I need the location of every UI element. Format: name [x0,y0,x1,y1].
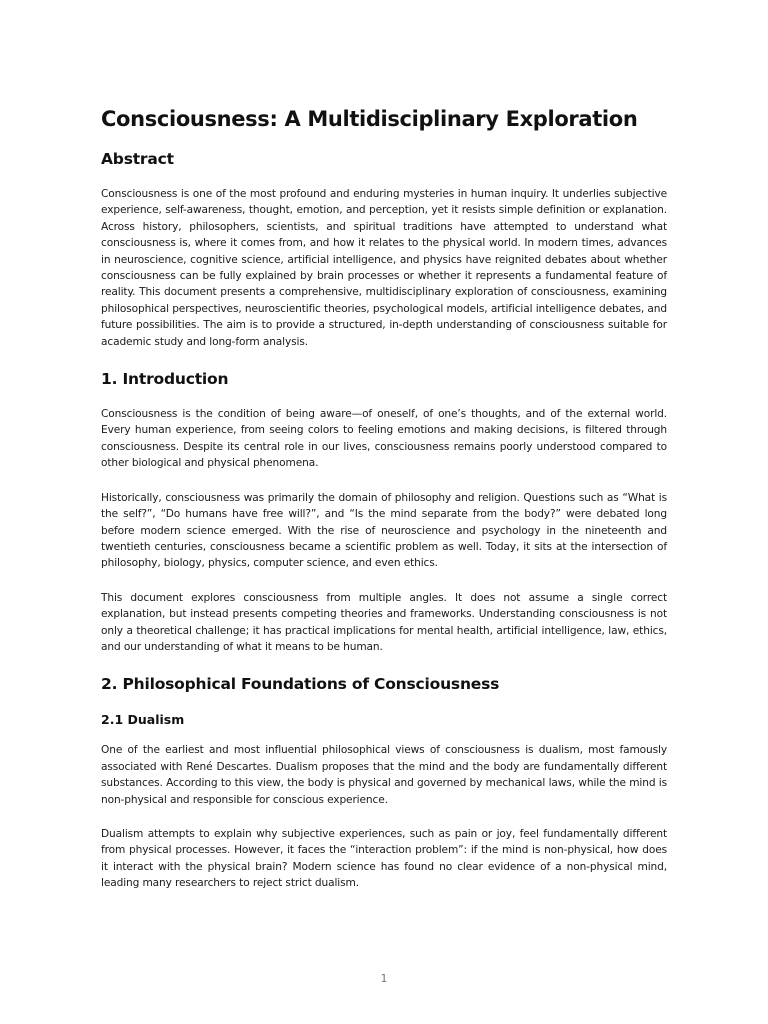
document-title: Consciousness: A Multidisciplinary Exploration [101,107,638,131]
dualism-paragraph: One of the earliest and most influential philosophical views of consciousness is dualism, most famously associated with René Descartes. Dualism proposes that the mind and the body are fundamentally different substances. According to this view, the body is physical and governed by mechanical laws, while the mind is non-physical and responsible for conscious experience. [101,744,667,806]
abstract-heading: Abstract [101,150,174,168]
dualism-heading: 2.1 Dualism [101,712,185,728]
philosophical-heading: 2. Philosophical Foundations of Consciousness [101,675,500,694]
introduction-paragraph: This document explores consciousness from multiple angles. It does not assume a single correct explanation, but instead presents competing theories and frameworks. Understanding consciousness is not only a theoretical challenge; it has practical implications for mental health, artificial intelligence, law, ethics, and our understanding of what it means to be human. [101,591,667,653]
page-number: 1 [380,972,388,985]
introduction-paragraph: Consciousness is the condition of being aware—of oneself, of one’s thoughts, and of the external world. Every human experience, from seeing colors to feeling emotions and making decisions, is filtered through consciousness. Despite its central role in our lives, consciousness remains poorly understood compared to other biological and physical phenomena. [101,408,667,470]
introduction-heading: 1. Introduction [101,370,229,389]
document-page [101,104,667,910]
dualism-paragraph: Dualism attempts to explain why subjective experiences, such as pain or joy, feel fundamentally different from physical processes. However, it faces the “interaction problem”: if the mind is non-physical, how does it interact with the physical brain? Modern science has found no clear evidence of a non-physical mind, leading many researchers to reject strict dualism. [101,827,667,890]
abstract-text: Consciousness is one of the most profound and enduring mysteries in human inquiry. It underlies subjective experience, self-awareness, thought, emotion, and perception, yet it resists simple definition or explanation. Across history, philosophers, scientists, and spiritual traditions have attempted to understand what consciousness is, where it comes from, and how it relates to the physical world. In modern times, advances in neuroscience, cognitive science, artificial intelligence, and physics have reignited debates about whether consciousness can be fully explained by brain processes or whether it represents a fundamental feature of reality. This document presents a comprehensive, multidisciplinary exploration of consciousness, examining philosophical perspectives, neuroscientific theories, psychological models, artificial intelligence debates, and future possibilities. The aim is to provide a structured, in-depth understanding of consciousness suitable for academic study and long-form analysis. [101,188,667,348]
introduction-paragraph: Historically, consciousness was primarily the domain of philosophy and religion. Questions such as “What is the self?”, “Do humans have free will?”, and “Is the mind separate from the body?” were debated long before modern science emerged. With the rise of neuroscience and psychology in the nineteenth and twentieth centuries, consciousness became a scientific problem as well. Today, it sits at the intersection of philosophy, biology, physics, computer science, and even ethics. [101,491,667,570]
